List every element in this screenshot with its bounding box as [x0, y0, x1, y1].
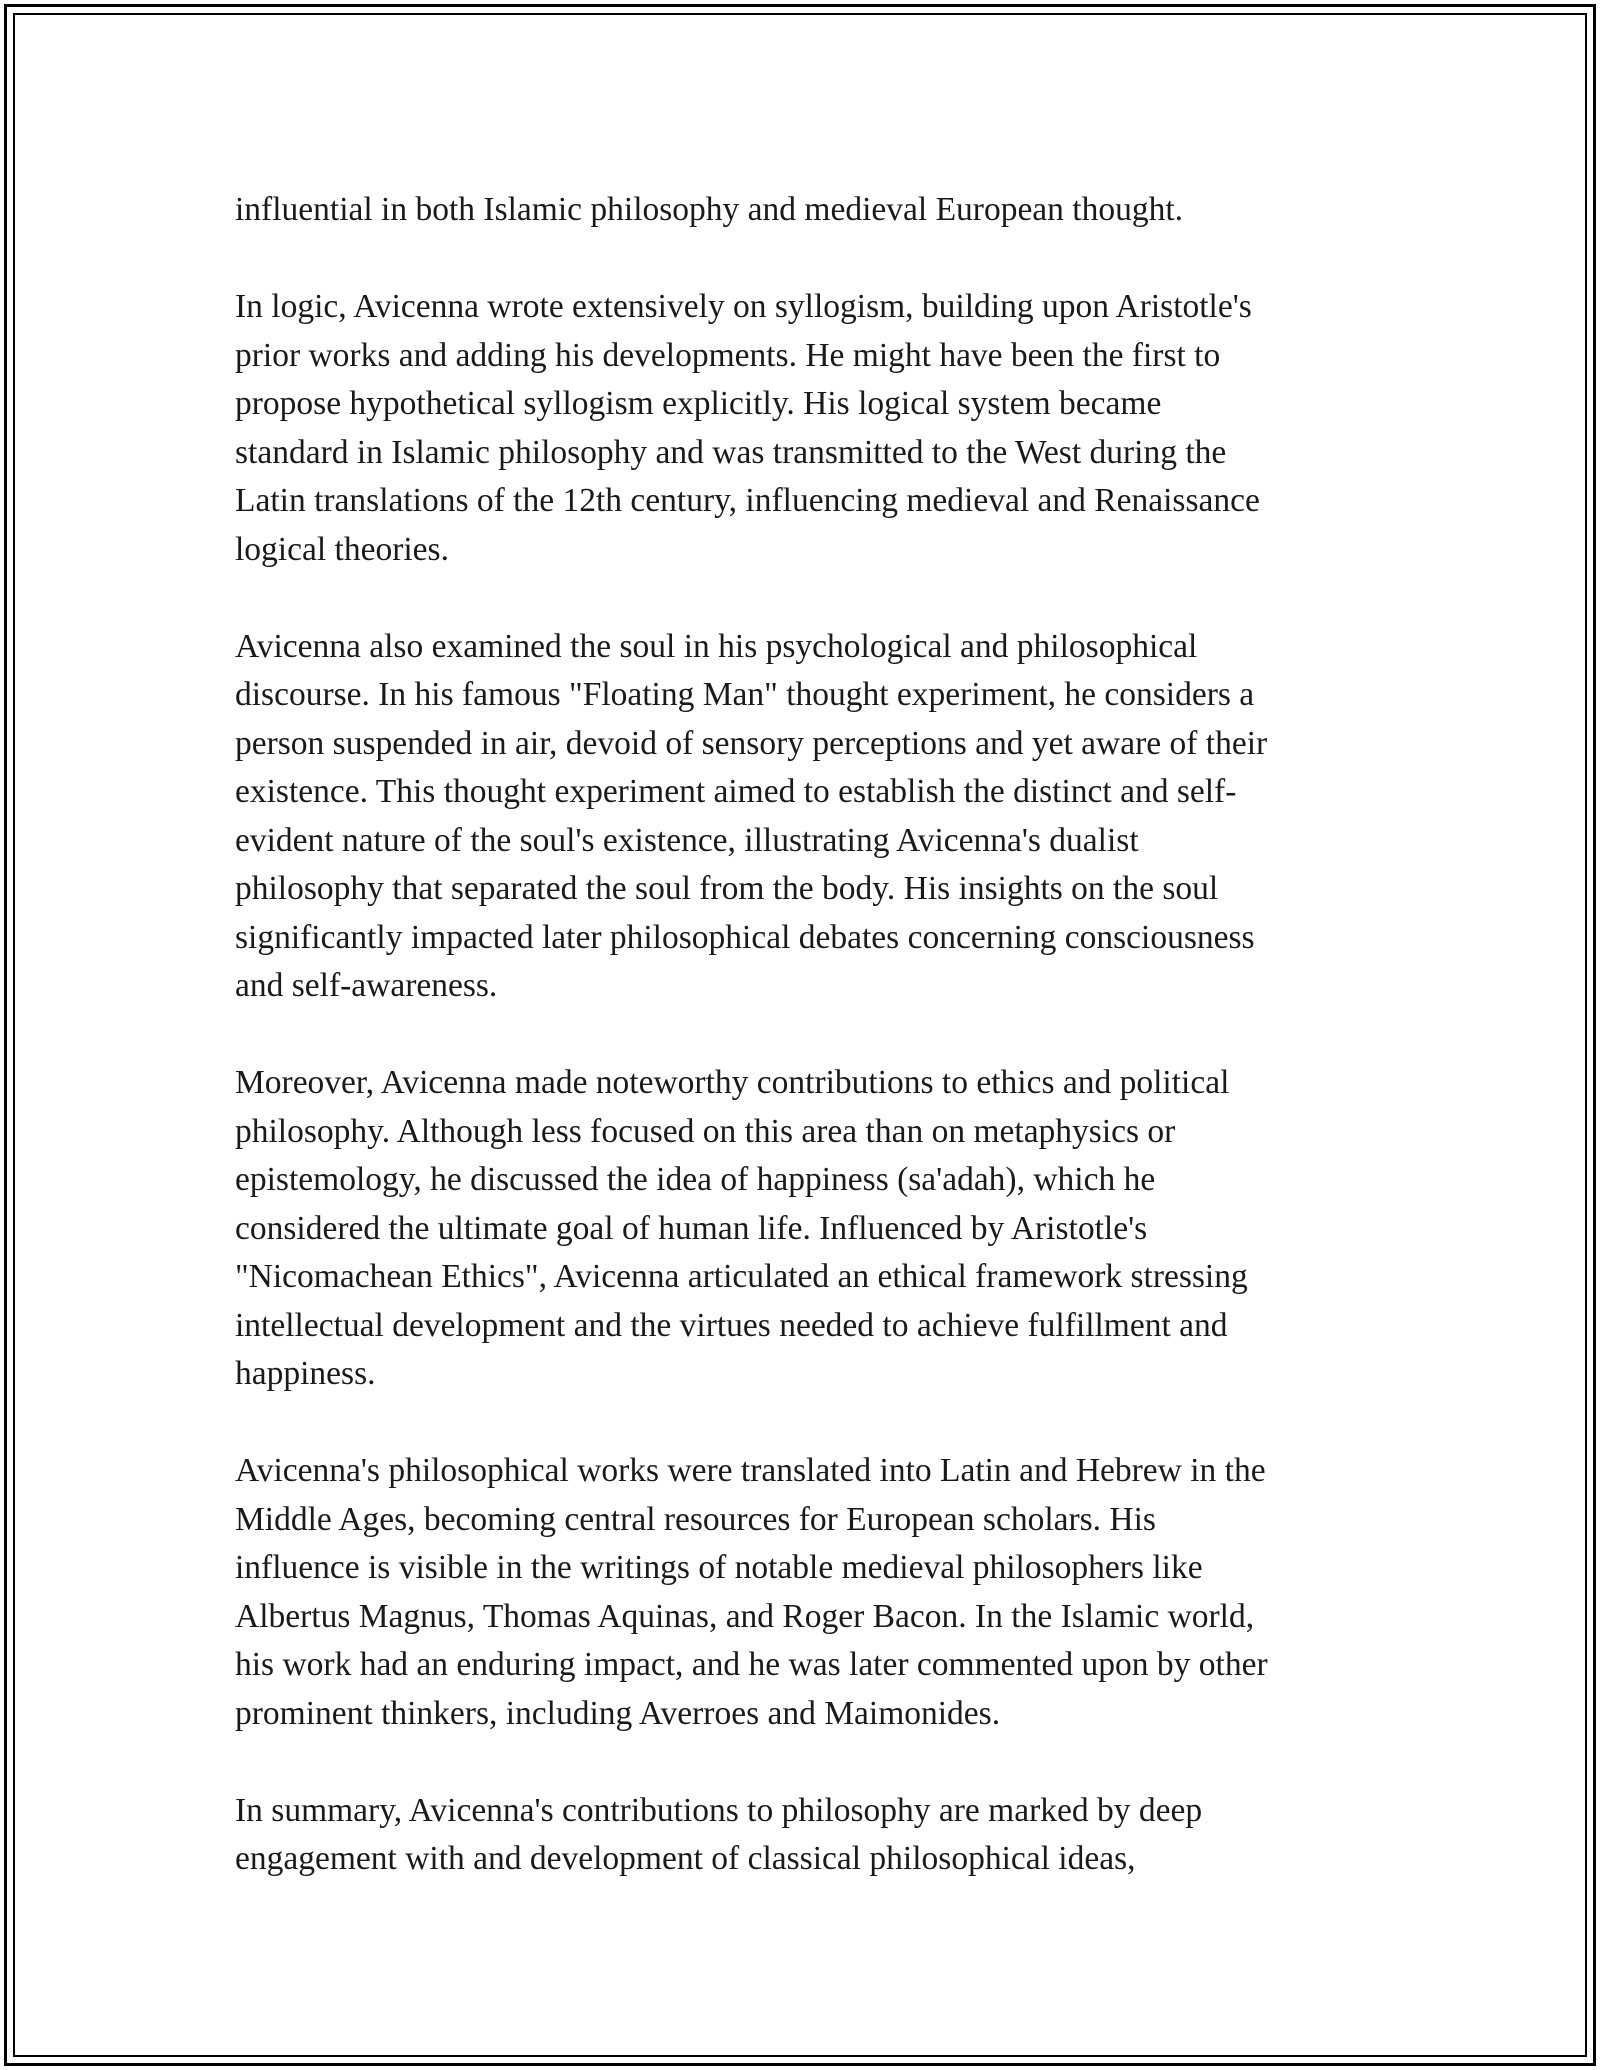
paragraph-soul: Avicenna also examined the soul in his psychological and philosophical discourse. In his famous "Floating Man" thought experiment, he considers a person suspended in air, devoid of sensory perceptions and yet aware of their existence. This thought experiment aimed to establish the distinct and self- evident nature of the soul's existence, illustrating Avicenna's dualist philosophy that separated the soul from the body. His insights on the soul significantly impacted later philosophical debates concerning consciousness and self-awareness.: [235, 627, 1268, 1004]
paragraph-logic: In logic, Avicenna wrote extensively on syllogism, building upon Aristotle's prior works and adding his developments. He might have been the first to propose hypothetical syllogism explicitly. His logical system became standard in Islamic philosophy and was transmitted to the West during the Latin translations of the 12th century, influencing medieval and Renaissance logical theories.: [235, 288, 1260, 568]
paragraph-influence: Avicenna's philosophical works were translated into Latin and Hebrew in the Middle Ages, becoming central resources for European scholars. His influence is visible in the writings of notable medieval philosophers like Albertus Magnus, Thomas Aquinas, and Roger Bacon. In the Islamic world, his work had an enduring impact, and he was later commented upon by other prominent thinkers, including Averroes and Maimonides.: [235, 1452, 1268, 1732]
paragraph-continuation: influential in both Islamic philosophy and medieval European thought.: [235, 191, 1184, 228]
paragraph-ethics: Moreover, Avicenna made noteworthy contributions to ethics and political philosophy. Although less focused on this area than on metaphysics or epistemology, he discussed the idea of happiness (sa'adah), which he considered the ultimate goal of human life. Influenced by Aristotle's "Nicomachean Ethics", Avicenna articulated an ethical framework stressing intellectual development and the virtues needed to achieve fulfillment and happiness.: [235, 1064, 1248, 1392]
document-body: [235, 186, 1385, 1884]
paragraph-summary: In summary, Avicenna's contributions to philosophy are marked by deep engagement with and development of classical philosophical ideas,: [235, 1791, 1203, 1877]
